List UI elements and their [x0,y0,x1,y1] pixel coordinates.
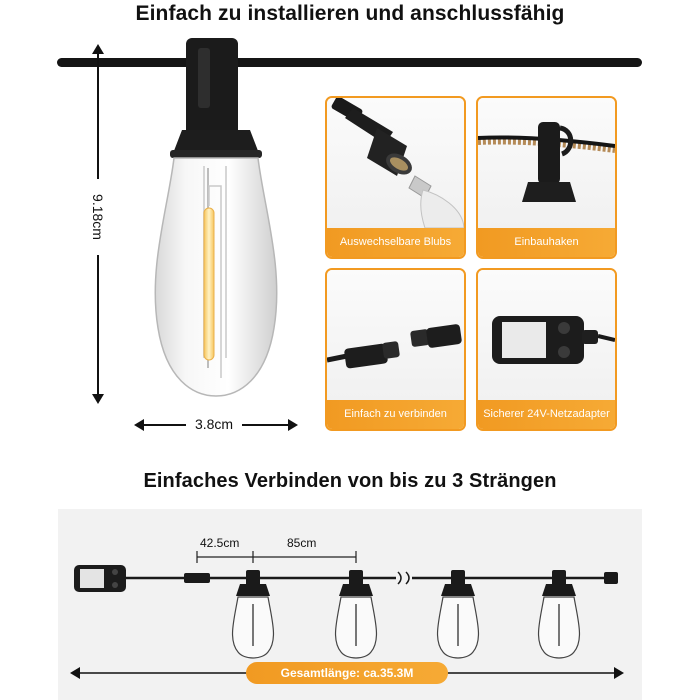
spacing-first-bracket [197,551,253,563]
height-label: 9.18cm [86,179,110,255]
diagram-bulb [438,570,479,658]
feature-caption: Auswechselbare Blubs [327,228,464,257]
cable-break-mark [398,572,409,584]
width-label: 3.8cm [186,414,242,434]
spacing-between-bracket [253,551,356,563]
diagram-bulb [233,570,274,658]
page-title: Einfach zu installieren und anschlussfähig [135,2,565,25]
spacing-first-label: 42.5cm [200,536,240,550]
feature-caption: Einfach zu verbinden [327,400,464,429]
feature-caption: Einbauhaken [478,228,615,257]
inline-connector [184,573,210,583]
arrow-left-icon [70,667,80,679]
power-adapter [74,565,126,592]
diagram-bulb [539,570,580,658]
spacing-between-label: 85cm [287,536,317,550]
total-length-badge: Gesamtlänge: ca.35.3M [246,662,448,684]
feature-caption: Sicherer 24V-Netzadapter [478,400,615,429]
connection-title: Einfaches Verbinden von bis zu 3 Strängen [143,470,557,492]
arrow-right-icon [614,667,624,679]
end-cap [604,572,618,584]
diagram-bulb [336,570,377,658]
